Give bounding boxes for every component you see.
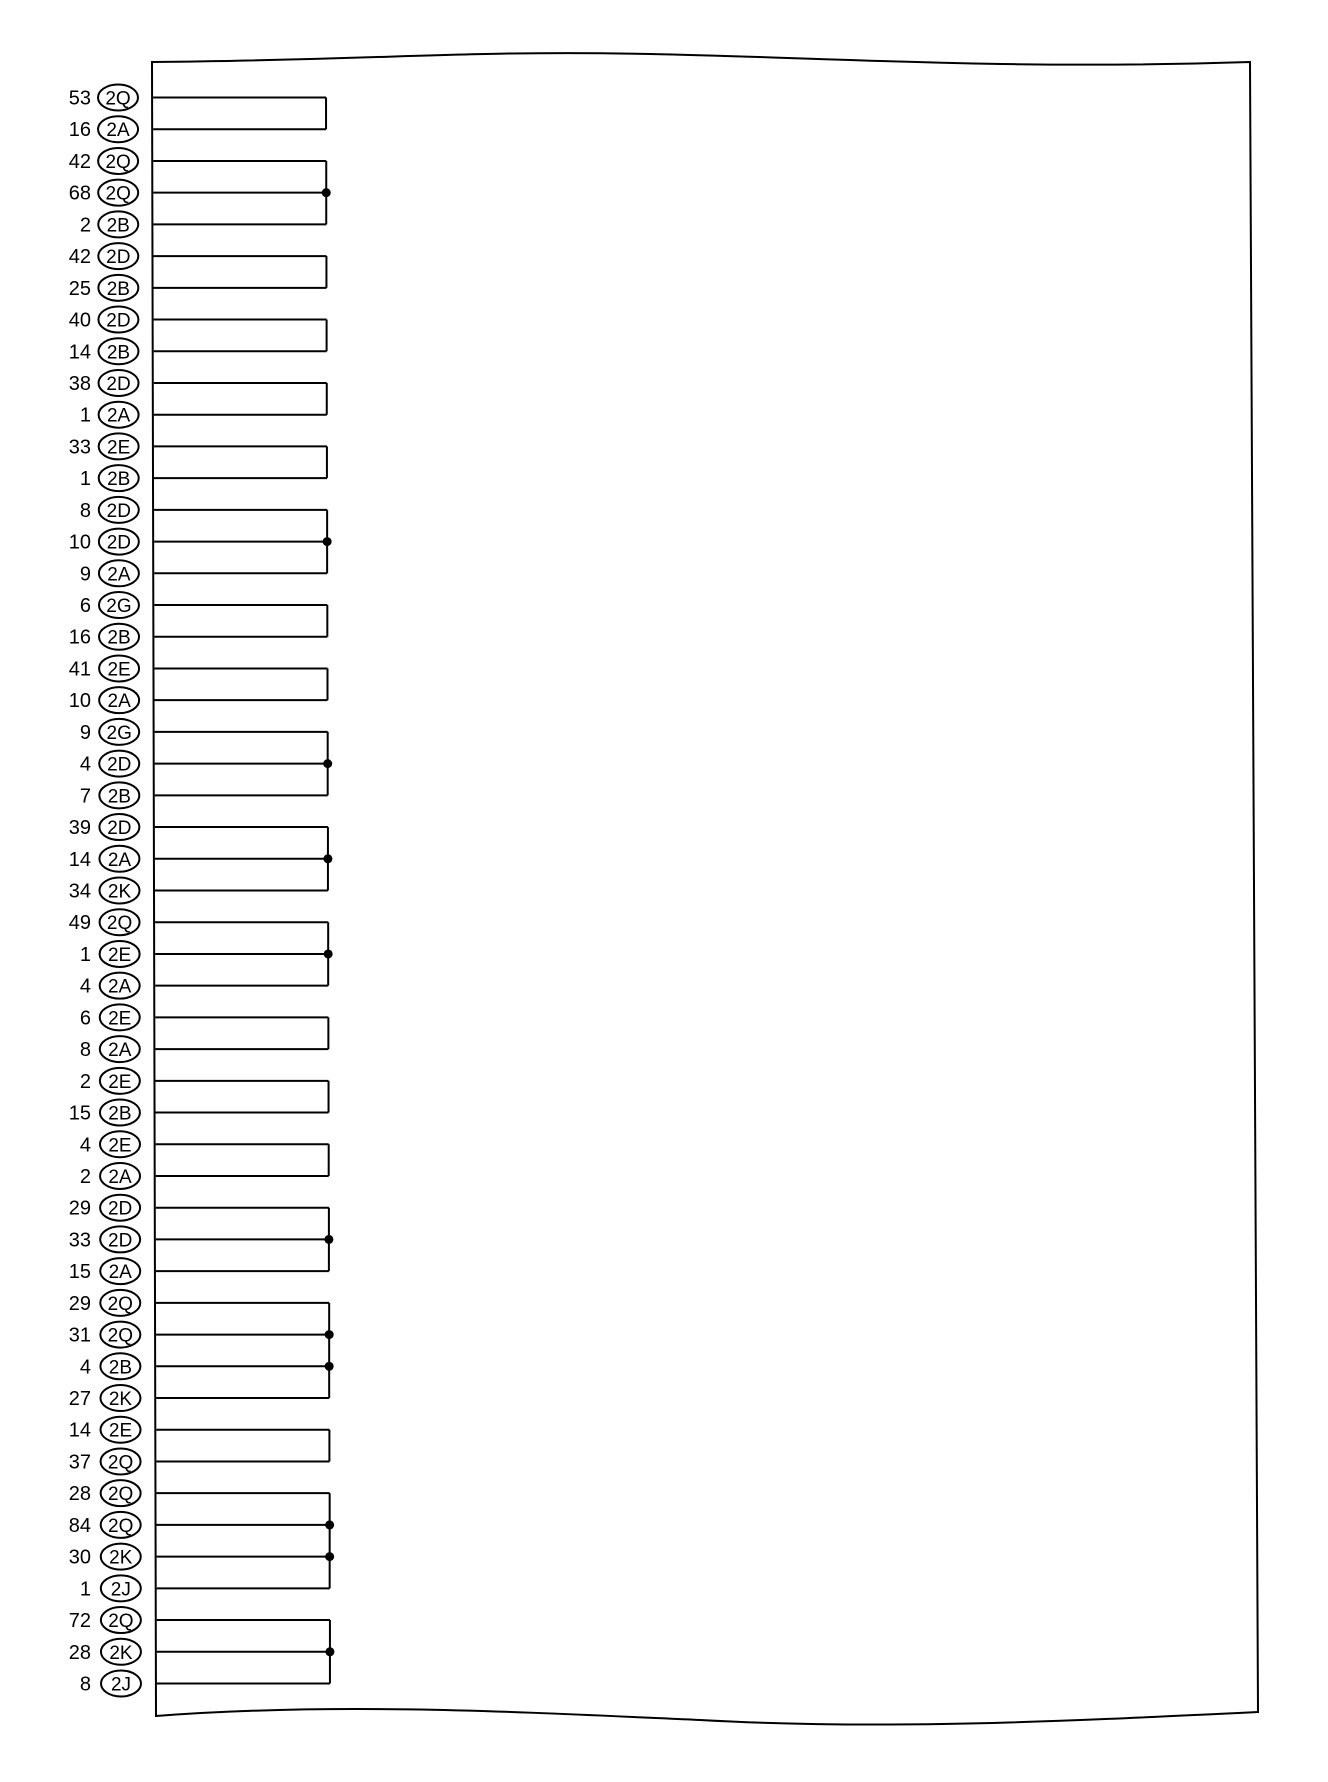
connector-code: 2Q [107,1293,133,1315]
pin-number: 6 [79,1007,91,1030]
pin-number: 4 [79,975,91,998]
connector-row [69,433,139,459]
connector-code: 2B [106,342,131,364]
connector-row [69,370,139,396]
pin-number: 9 [79,721,91,744]
pin-number: 2 [79,214,91,237]
connector-row [80,1575,141,1601]
connector-row [69,1385,141,1411]
connector-code: 2A [106,405,131,427]
connector-row [80,402,139,428]
connector-row [69,1417,141,1443]
pin-number: 29 [68,1292,91,1315]
pin-number: 1 [79,404,91,427]
pin-number: 33 [68,1229,91,1252]
pin-number: 2 [79,1070,91,1093]
splice-group [157,1620,335,1683]
connector-code: 2Q [107,1484,134,1506]
pin-number: 9 [79,563,91,586]
connector-code: 2D [106,247,131,269]
connector-row [80,1353,141,1379]
pin-number: 41 [68,658,91,681]
connector-row [80,751,139,777]
pin-number: 4 [79,753,91,776]
pin-number: 84 [68,1514,91,1537]
connector-code: 2J [110,1579,131,1601]
pin-number: 16 [68,626,91,649]
splice-group [155,922,333,985]
splice-group [154,668,327,700]
connector-row [80,1131,140,1157]
connector-row [69,1195,140,1221]
connector-row [69,1448,141,1474]
splice-group [155,732,333,795]
connector-row [69,624,139,650]
pin-number: 7 [79,785,91,808]
splice-group [154,510,332,573]
pin-number: 8 [79,1039,91,1062]
connector-code: 2A [108,1262,132,1284]
splice-group [153,161,331,224]
connector-row [80,211,138,237]
pin-number: 28 [68,1483,91,1506]
pin-number: 14 [68,848,91,871]
connector-code: 2B [106,215,130,237]
connector-row [69,148,138,174]
pin-number: 4 [79,1356,91,1379]
splice-dot [325,1552,334,1561]
connector-code: 2A [107,691,131,713]
connector-code: 2D [107,818,132,840]
connector-code: 2A [106,120,130,142]
pin-number: 8 [79,499,91,522]
splice-group [154,383,327,415]
pin-number: 29 [68,1197,91,1220]
connector-code: 2E [107,659,131,681]
connector-code: 2A [108,976,132,998]
pin-number: 42 [68,150,91,173]
pin-number: 39 [68,817,91,840]
splice-group [154,446,327,478]
connector-code: 2E [108,1071,132,1093]
connector-code: 2E [108,1008,132,1030]
connector-code: 2D [107,754,132,776]
pin-number: 8 [79,1673,91,1696]
pin-number: 2 [79,1165,91,1188]
connector-code: 2G [106,722,132,744]
connector-code: 2D [108,1230,133,1252]
connector-row [69,307,139,333]
connector-row [69,655,139,681]
pin-number: 6 [79,595,91,618]
pin-number: 40 [68,309,91,332]
pin-number: 30 [68,1546,91,1569]
pin-number: 1 [79,1578,91,1601]
connector-row [80,1671,141,1697]
pin-number: 28 [68,1641,91,1664]
pin-number: 15 [68,1102,91,1125]
splice-group [156,1303,334,1398]
splice-group [153,256,326,288]
connector-row [69,878,140,904]
connector-row [69,116,138,142]
pin-number: 4 [79,1134,91,1157]
connector-code: 2G [106,596,132,618]
pin-number: 27 [68,1388,91,1411]
pin-number: 14 [68,341,91,364]
connector-row [69,846,140,872]
connector-code: 2E [107,944,132,966]
connector-code: 2A [108,1040,132,1062]
pin-number: 14 [68,1419,91,1442]
connector-row [69,1290,141,1316]
pin-number: 33 [68,436,91,459]
connector-row [69,529,139,555]
connector-code: 2J [110,1674,132,1696]
splice-dot [325,1362,334,1371]
connector-row [69,1639,141,1665]
connector-code: 2Q [108,1611,134,1633]
connector-code: 2B [108,1103,132,1125]
connector-code: 2K [109,1547,133,1569]
pin-number: 37 [68,1451,91,1474]
connector-code: 2B [107,469,131,491]
connector-code: 2Q [107,1325,134,1347]
connector-row [69,1226,140,1252]
connector-code: 2E [108,1135,132,1157]
connector-code: 2B [107,627,131,649]
splice-dot [325,1647,334,1656]
pin-number: 53 [68,87,91,110]
connector-row [80,497,139,523]
connector-code: 2B [107,786,131,808]
pin-number: 10 [68,690,91,713]
splice-dot [322,188,331,197]
connector-code: 2Q [105,151,131,173]
splice-dot [323,537,332,546]
wire-groups [153,98,334,1684]
connector-row [69,1512,141,1538]
connector-code: 2Q [107,1452,134,1474]
splice-group [155,827,333,890]
splice-group [153,98,326,130]
pin-number: 72 [68,1610,91,1633]
connector-row [69,1322,141,1348]
diagram-frame [152,53,1258,1725]
connector-row [80,782,139,808]
connector-row [80,592,139,618]
splice-group [155,1017,328,1049]
connector-row [80,1163,140,1189]
connector-row [69,1480,141,1506]
pin-number: 10 [68,531,91,554]
connector-row [80,941,140,967]
connector-code: 2E [107,437,131,459]
connector-row [80,1036,140,1062]
connector-code: 2K [107,881,132,903]
splice-group [156,1208,334,1271]
connector-row [69,180,138,206]
connector-code: 2Q [105,183,131,205]
connector-row [69,85,138,111]
connector-code: 2K [109,1642,133,1664]
connector-code: 2B [108,1357,133,1379]
connector-row [69,1544,141,1570]
pin-number: 38 [68,372,91,395]
splice-dot [324,1235,333,1244]
connector-code: 2D [106,500,131,522]
pin-number: 42 [68,246,91,269]
splice-dot [323,854,332,863]
pin-number: 34 [68,880,91,903]
connector-code: 2Q [106,913,133,935]
connector-row [69,687,139,713]
splice-dot [324,949,333,958]
connector-row [69,1607,141,1633]
connector-row [80,719,139,745]
connector-row [80,465,139,491]
connector-code: 2E [108,1420,133,1442]
connector-code: 2Q [105,88,131,110]
pin-number: 25 [68,277,91,300]
connector-row [69,909,140,935]
splice-group [154,320,327,352]
connector-row [80,1004,140,1030]
splice-group [156,1493,334,1588]
pin-number: 1 [79,943,91,966]
connector-row [69,1258,140,1284]
connector-row [69,1100,140,1126]
connector-row [80,560,139,586]
splice-group [156,1430,329,1462]
connector-row [69,275,139,301]
connector-row [69,243,139,269]
splice-dot [325,1520,334,1529]
splice-dot [325,1330,334,1339]
connector-code: 2A [108,1166,132,1188]
pin-number: 16 [68,119,91,142]
connector-code: 2A [107,849,132,871]
connector-code: 2D [106,310,131,332]
splice-group [156,1144,329,1176]
connector-row [80,1068,140,1094]
connector-code: 2D [106,532,131,554]
pin-number: 15 [68,1261,91,1284]
connector-rows [69,85,141,1697]
splice-group [155,1081,328,1113]
pin-number: 68 [68,182,91,205]
splice-group [154,605,327,637]
connector-code: 2Q [108,1515,134,1537]
pin-number: 49 [68,912,91,935]
splice-dot [323,759,332,768]
connector-row [80,973,140,999]
connector-code: 2B [106,278,130,300]
pin-number: 31 [68,1324,91,1347]
connector-row [69,814,140,840]
connector-row [69,338,139,364]
connector-code: 2A [107,564,131,586]
connector-code: 2D [106,373,131,395]
connector-code: 2K [108,1389,133,1411]
connector-code: 2D [107,1198,133,1220]
pin-number: 1 [79,468,91,491]
